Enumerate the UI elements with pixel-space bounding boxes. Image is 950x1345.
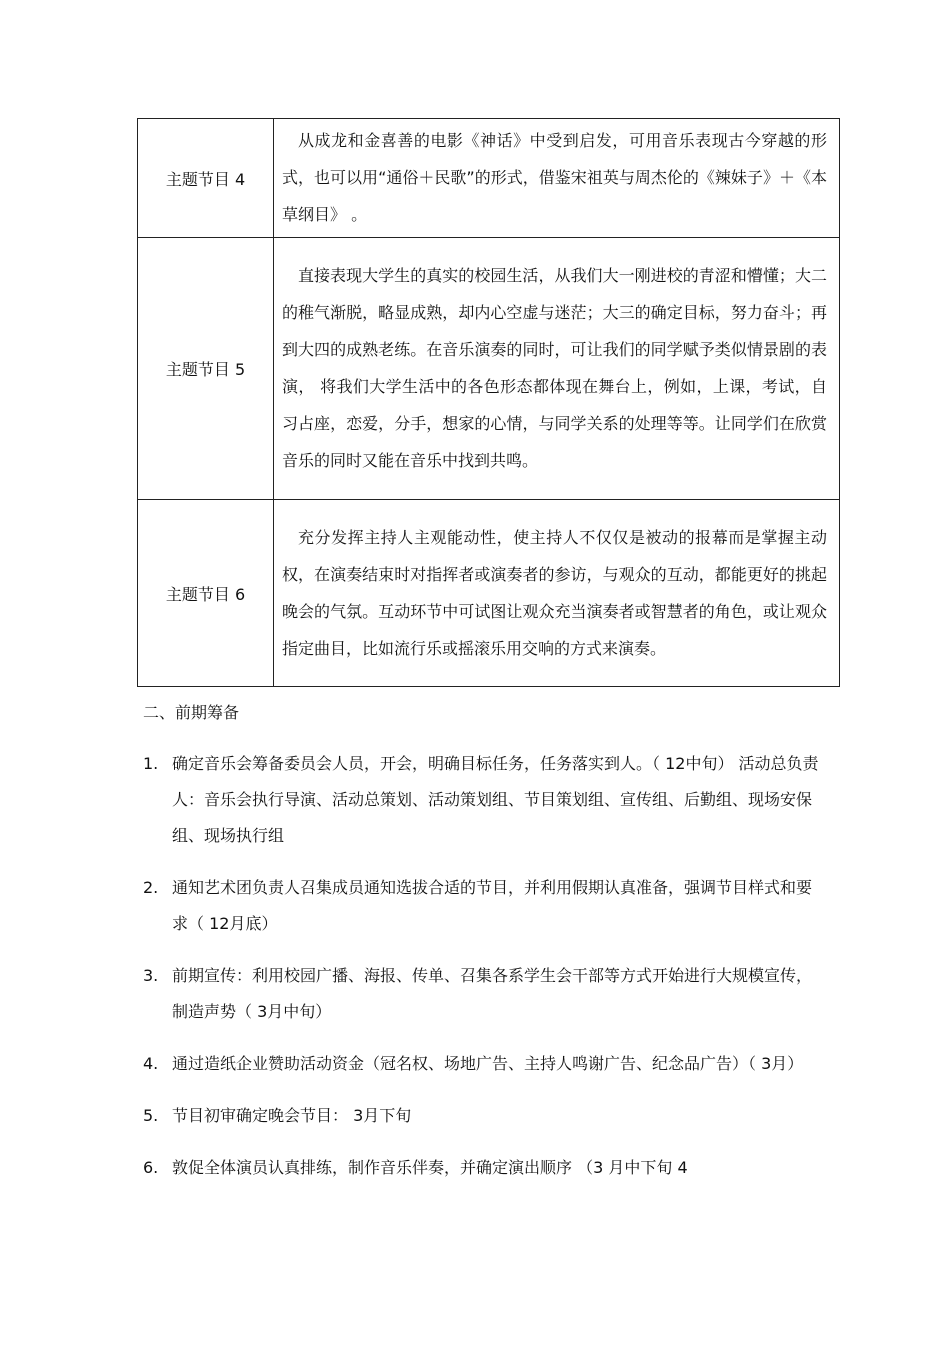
program-description: 充分发挥主持人主观能动性，使主持人不仅仅是被动的报幕而是掌握主动权，在演奏结束时对指挥者或演奏者的参访，与观众的互动，都能更好的挑起晚会的气氛。互动环节中可试图让观众充当演奏者或智慧者的角色，或让观众指定曲目，比如流行乐或摇滚乐用交响的方式来演奏。 [274, 500, 840, 687]
item-number: 6. [143, 1158, 159, 1177]
preparation-list [143, 746, 823, 1202]
item-number: 3. [143, 966, 159, 985]
item-number: 5. [143, 1106, 159, 1125]
program-description: 直接表现大学生的真实的校园生活，从我们大一刚进校的青涩和懵懂；大二的稚气渐脱，略显成熟，却内心空虚与迷茫；大三的确定目标，努力奋斗；再到大四的成熟老练。在音乐演奏的同时，可让我们的同学赋予类似情景剧的表演， 将我们大学生活中的各色形态都体现在舞台上，例如，上课，考试，自习占座，恋爱，分手，想家的心情，与同学关系的处理等等。让同学们在欣赏音乐的同时又能在音乐中找到共鸣。 [274, 238, 840, 500]
list-item [143, 1046, 823, 1082]
list-item [143, 870, 823, 942]
program-description: 从成龙和金喜善的电影《神话》中受到启发，可用音乐表现古今穿越的形式，也可以用“通俗＋民歌”的形式，借鉴宋祖英与周杰伦的《辣妹子》＋《本草纲目》 。 [274, 119, 840, 238]
program-table [137, 118, 840, 687]
list-item [143, 746, 823, 854]
item-text: 节目初审确定晚会节目： 3月下旬 [172, 1106, 412, 1125]
table-row [138, 238, 840, 500]
list-item [143, 958, 823, 1030]
program-label: 主题节目 5 [138, 238, 274, 500]
item-number: 4. [143, 1054, 159, 1073]
table-row [138, 119, 840, 238]
item-number: 1. [143, 754, 159, 773]
item-text: 通知艺术团负责人召集成员通知选拔合适的节目，并利用假期认真准备，强调节目样式和要求（ 12月底） [172, 878, 813, 933]
program-label: 主题节目 6 [138, 500, 274, 687]
table-row [138, 500, 840, 687]
program-label: 主题节目 4 [138, 119, 274, 238]
list-item [143, 1098, 823, 1134]
item-text: 通过造纸企业赞助活动资金（冠名权、场地广告、主持人鸣谢广告、纪念品广告）（ 3月） [172, 1054, 804, 1073]
item-text: 确定音乐会筹备委员会人员，开会，明确目标任务，任务落实到人。（ 12中旬） 活动总负责人：音乐会执行导演、活动总策划、活动策划组、节目策划组、宣传组、后勤组、现场安保组、现场执行组 [172, 754, 819, 845]
item-text: 前期宣传：利用校园广播、海报、传单、召集各系学生会干部等方式开始进行大规模宣传，制造声势（ 3月中旬） [172, 966, 813, 1021]
list-item [143, 1150, 823, 1186]
item-number: 2. [143, 878, 159, 897]
item-text: 敦促全体演员认真排练，制作音乐伴奏，并确定演出顺序 （3 月中下旬 4 [172, 1158, 688, 1177]
section-heading: 二、前期筹备 [143, 703, 240, 722]
